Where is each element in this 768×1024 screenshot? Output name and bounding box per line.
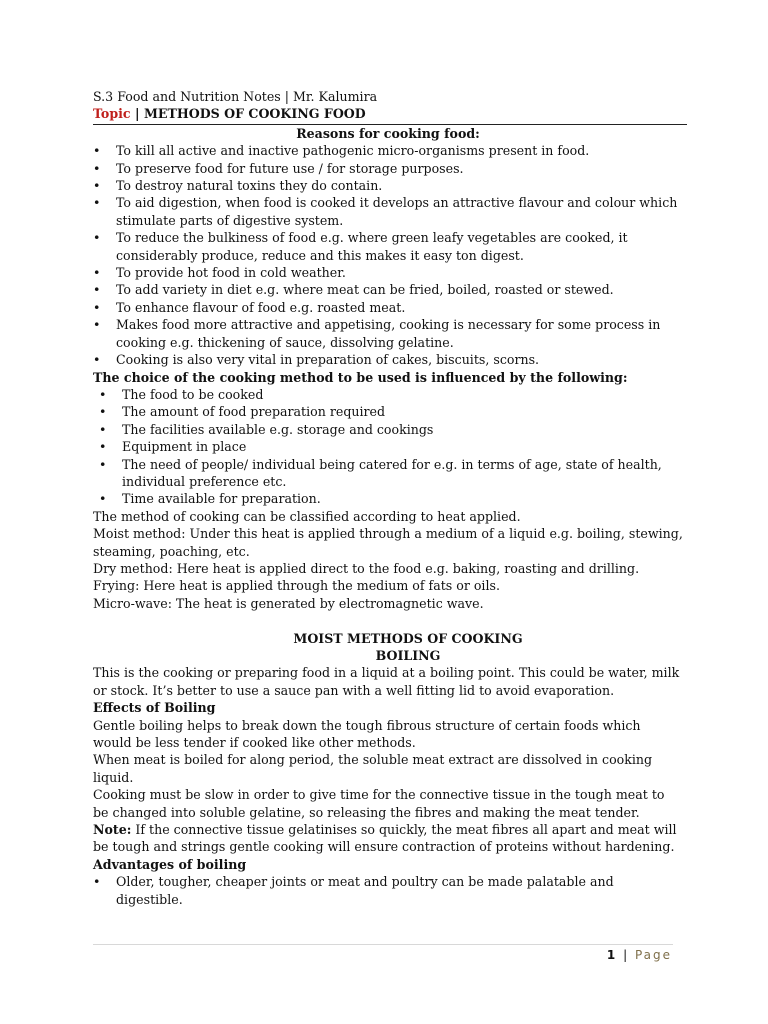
topic-label: Topic — [93, 106, 131, 122]
list-item: • To add variety in diet e.g. where meat can be fried, boiled, roasted or stewed. — [93, 281, 683, 298]
effect-paragraph: When meat is boiled for along period, the soluble meat extract are dissolved in cooking liquid. — [93, 752, 653, 785]
list-item: • To reduce the bulkiness of food e.g. where green leafy vegetables are cooked, it considerably produce, reduce and this makes it easy ton digest. — [93, 229, 683, 264]
effect-paragraph: Gentle boiling helps to break down the tough fibrous structure of certain foods which would be less tender if cooked like other methods. — [93, 717, 641, 751]
list-item: • The need of people/ individual being catered for e.g. in terms of age, state of health, individual preference etc. — [93, 456, 683, 491]
frying-text: Frying: Here heat is applied through the medium of fats or oils. — [93, 578, 500, 594]
page-content — [93, 88, 683, 908]
list-item: • To provide hot food in cold weather. — [93, 264, 683, 281]
footer-rule — [93, 944, 673, 945]
list-item: • To destroy natural toxins they do contain. — [93, 177, 683, 194]
section-spacer — [93, 612, 683, 629]
page-number: 1 — [606, 948, 618, 962]
list-item: • To aid digestion, when food is cooked it develops an attractive flavour and colour which stimulate parts of digestive system. — [93, 194, 683, 229]
list-item: • Equipment in place — [93, 438, 683, 455]
note-text: If the connective tissue gelatinises so quickly, the meat fibres all apart and meat will be tough and strings gentle cooking will ensure contraction of proteins without hardening. — [93, 822, 677, 855]
list-item: • Makes food more attractive and appetising, cooking is necessary for some process in cooking e.g. thickening of sauce, dissolving gelatine. — [93, 316, 683, 351]
topic-title: | METHODS OF COOKING FOOD — [134, 106, 366, 122]
list-item: • The facilities available e.g. storage and cookings — [93, 421, 683, 438]
microwave-text: Micro-wave: The heat is generated by electromagnetic wave. — [93, 595, 484, 611]
footer-separator: | — [617, 948, 635, 962]
list-item: • To enhance flavour of food e.g. roasted meat. — [93, 299, 683, 316]
list-item: • Older, tougher, cheaper joints or meat and poultry can be made palatable and digestible. — [93, 873, 683, 908]
note-paragraph — [93, 821, 683, 856]
advantages-heading: Advantages of boiling — [93, 856, 247, 872]
page-label: Page — [634, 948, 672, 962]
choice-heading: The choice of the cooking method to be used is influenced by the following: — [93, 369, 628, 385]
list-item: • To preserve food for future use / for storage purposes. — [93, 160, 683, 177]
moist-section-title: MOIST METHODS OF COOKING — [293, 630, 523, 646]
dry-method-text: Dry method: Here heat is applied direct to the food e.g. baking, roasting and drilling. — [93, 560, 640, 576]
effects-heading: Effects of Boiling — [93, 700, 216, 716]
list-item: • To kill all active and inactive pathogenic micro-organisms present in food. — [93, 142, 683, 159]
course-header: S.3 Food and Nutrition Notes | Mr. Kalumira — [93, 89, 378, 104]
advantages-list — [93, 873, 683, 908]
choice-list — [93, 386, 683, 508]
classification-intro: The method of cooking can be classified according to heat applied. — [93, 508, 521, 524]
topic-line — [93, 105, 683, 122]
moist-method-text: Moist method: Under this heat is applied through a medium of a liquid e.g. boiling, stewing, steaming, poaching, etc. — [93, 526, 683, 559]
list-item: • The amount of food preparation required — [93, 403, 683, 420]
reasons-list — [93, 142, 683, 368]
boiling-definition: This is the cooking or preparing food in a liquid at a boiling point. This could be water, milk or stock. It’s better to use a sauce pan with a well fitting lid to avoid evaporation. — [93, 665, 680, 698]
list-item: • The food to be cooked — [93, 386, 683, 403]
effect-paragraph: Cooking must be slow in order to give time for the connective tissue in the tough meat to be changed into soluble gelatine, so releasing the fibres and making the meat tender. — [93, 787, 665, 820]
note-label: Note: — [93, 822, 132, 838]
list-item: • Cooking is also very vital in preparation of cakes, biscuits, scorns. — [93, 351, 683, 368]
reasons-heading: Reasons for cooking food: — [296, 125, 480, 141]
page-footer — [607, 948, 672, 962]
boiling-title: BOILING — [375, 647, 441, 663]
list-item: • Time available for preparation. — [93, 490, 683, 507]
